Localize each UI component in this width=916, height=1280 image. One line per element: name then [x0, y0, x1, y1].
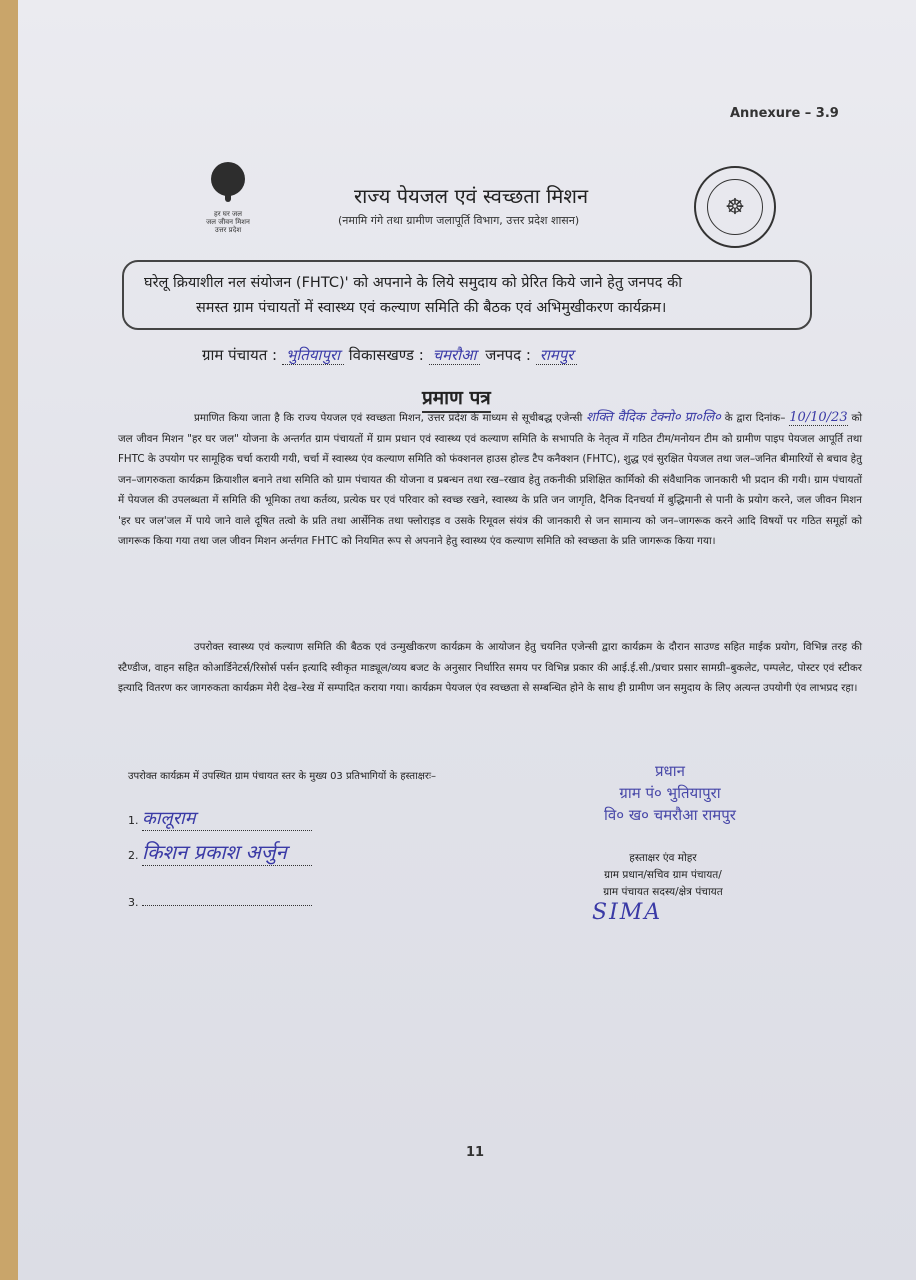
janpad-label: जनपद :: [485, 346, 531, 364]
har-ghar-jal-logo: [190, 162, 266, 234]
participant-signature-3: [128, 896, 358, 909]
agency-name-cont: प्रा०लि०: [684, 410, 721, 425]
signature-number: 3.: [128, 896, 139, 909]
page-number: 11: [466, 1145, 485, 1160]
attestation-line-3: ग्राम पंचायत सदस्य/क्षेत्र पंचायत: [603, 886, 723, 898]
paragraph-1-intro: प्रमाणित किया जाता है कि राज्य पेयजल एवं स्वच्छता मिशन, उत्तर प्रदेश के माध्यम से सूचीबद्ध एजेन्सी: [194, 412, 583, 424]
participant-signature-1: [128, 806, 358, 831]
date-value: 10/10/23: [789, 410, 848, 425]
banner-line-1: घरेलू क्रियाशील नल संयोजन (FHTC)' को अपनाने के लिये समुदाय को प्रेरित किये जाने हेतु जनपद की: [144, 275, 682, 291]
certificate-title: प्रमाण पत्र: [422, 384, 491, 413]
stamp-line-3: वि० ख० चमरौआ रामपुर: [604, 806, 736, 824]
banner-line-2: समस्त ग्राम पंचायतों में स्वास्थ्य एवं कल्याण समिति की बैठक एवं अभिमुखीकरण कार्यक्रम।: [196, 300, 667, 316]
participant-signature-2: [128, 838, 358, 866]
water-tap-icon: [211, 162, 245, 196]
vikaskhand-value: चमरौआ: [429, 346, 481, 365]
paragraph-2-text: उपरोक्त स्वास्थ्य एवं कल्याण समिति की बैठक एवं उन्मुखीकरण कार्यक्रम के आयोजन हेतु चयनित एजेन्सी द्वारा कार्यक्रम के दौरान साउण्ड सहित माईक प्रयोग, विभिन्न तरह की स्टैण्डीज, वाहन सहित कोआर्डिनेटर्स/रिसोर्स पर्सन इत्यादि स्वीकृत माड्यूल/व्यय बजट के अनुसार निर्धारित समय पर विभिन्न प्रकार की आई.ई.सी./प्रचार प्रसार सामग्री–बुकलेट, पम्पलेट, पोस्टर एवं स्टीकर इत्यादि वितरण कर जागरुकता कार्यक्रम मेरी देख–रेख में सम्पादित कराया गया। कार्यक्रम पेयजल एंव स्वच्छता से सम्बन्धित होने के साथ ही ग्रामीण जन समुदाय के लिए अत्यन्त उपयोगी एंव लाभप्रद रहा।: [118, 641, 862, 694]
certificate-page: [18, 0, 916, 1280]
annexure-label: Annexure – 3.9: [730, 106, 839, 121]
vikaskhand-label: विकासखण्ड :: [348, 346, 424, 364]
signature-number: 2.: [128, 849, 139, 862]
attestation-block: [548, 850, 778, 901]
program-banner: [122, 260, 812, 330]
signature-name: कालूराम: [142, 806, 312, 831]
signature-name: किशन प्रकाश अर्जुन: [142, 838, 312, 866]
date-label: के द्वारा दिनांक–: [724, 412, 786, 424]
location-line: [202, 345, 577, 365]
signature-name: [142, 905, 312, 906]
paragraph-1-body: को जल जीवन मिशन "हर घर जल" योजना के अन्तर्गत ग्राम पंचायतों में ग्राम प्रधान एवं स्वास्थ्य एवं कल्याण समिति के सभापति के नेतृत्व में गठित टीम/मनोयन टीम को ग्रामीण पाइप पेयजल आपूर्ति तथा FHTC के उपयोग पर सामूहिक चर्चा करायी गयी, चर्चा में स्वास्थ्य एंव कल्याण समिति को फंक्शनल हाउस होल्ड टैप कनैक्शन (FHTC), शुद्ध एवं सुरक्षित पेयजल तथा जल–जनित बीमारियों से बचाव हेतु जन–जागरुकता कार्यक्रम क्रियाशील बनाने तथा समिति को ग्राम पंचायत की योजना व प्रबन्धन तथा रख–रखाव हेतु तकनीकी प्रशिक्षित कार्मिको की संवैधानिक जानकारी भी प्रदान की गयी। ग्राम पंचायतों में पेयजल की उपलब्धता में समिति की भूमिका तथा कर्तव्य, प्रत्येक घर एवं परिवार को स्वच्छ रखने, स्वास्थ्य के प्रति जन जागृति, दैनिक दिनचर्या में बुद्धिमानी से पानी के प्रयोग करने, जल जीवन मिशन 'हर घर जल'जल में पाये जाने वाले दूषित तत्वो के प्रति तथा आर्सेनिक तथा फ्लोराइड व उसके रिमूवल संयंत्र की जानकारी से जन सामान्य को जन–जागरूक करने आदि विषयों पर गठित समूहों को जागरूक किया गया तथा जल जीवन मिशन अर्न्तगत FHTC को नियमित रूप से अपनाने हेतु स्वास्थ्य एंव कल्याण समिति को स्वच्छता के प्रति जागरूक किया गया।: [118, 412, 863, 547]
signatures-intro: उपरोक्त कार्यक्रम में उपस्थित ग्राम पंचायत स्तर के मुख्य 03 प्रतिभागियों के हस्ताक्षरः–: [128, 771, 436, 782]
official-signature: SIMA: [592, 900, 663, 925]
certificate-paragraph-1: [118, 408, 862, 552]
mission-title: राज्य पेयजल एवं स्वच्छता मिशन: [354, 184, 589, 208]
attestation-line-1: हस्ताक्षर एंव मोहर: [629, 852, 697, 864]
janpad-value: रामपुर: [536, 346, 578, 365]
stamp-line-2: ग्राम पं० भुतियापुरा: [619, 784, 721, 802]
attestation-line-2: ग्राम प्रधान/सचिव ग्राम पंचायत/: [604, 869, 722, 881]
emblem-icon: ☸: [707, 179, 763, 235]
logo-tagline: हर घर जल जल जीवन मिशन उत्तर प्रदेश: [206, 210, 250, 234]
pradhan-stamp: [560, 760, 780, 826]
mission-subtitle: (नमामि गंगे तथा ग्रामीण जलापूर्ति विभाग, उत्तर प्रदेश शासन): [338, 214, 580, 227]
certificate-paragraph-2: [118, 637, 862, 699]
gram-panchayat-value: भुतियापुरा: [282, 346, 344, 365]
stamp-line-1: प्रधान: [655, 762, 685, 780]
agency-name: शक्ति वैदिक टेक्नो०: [586, 410, 681, 425]
signature-number: 1.: [128, 814, 139, 827]
gram-panchayat-label: ग्राम पंचायत :: [202, 346, 278, 364]
up-govt-seal: [694, 166, 776, 248]
